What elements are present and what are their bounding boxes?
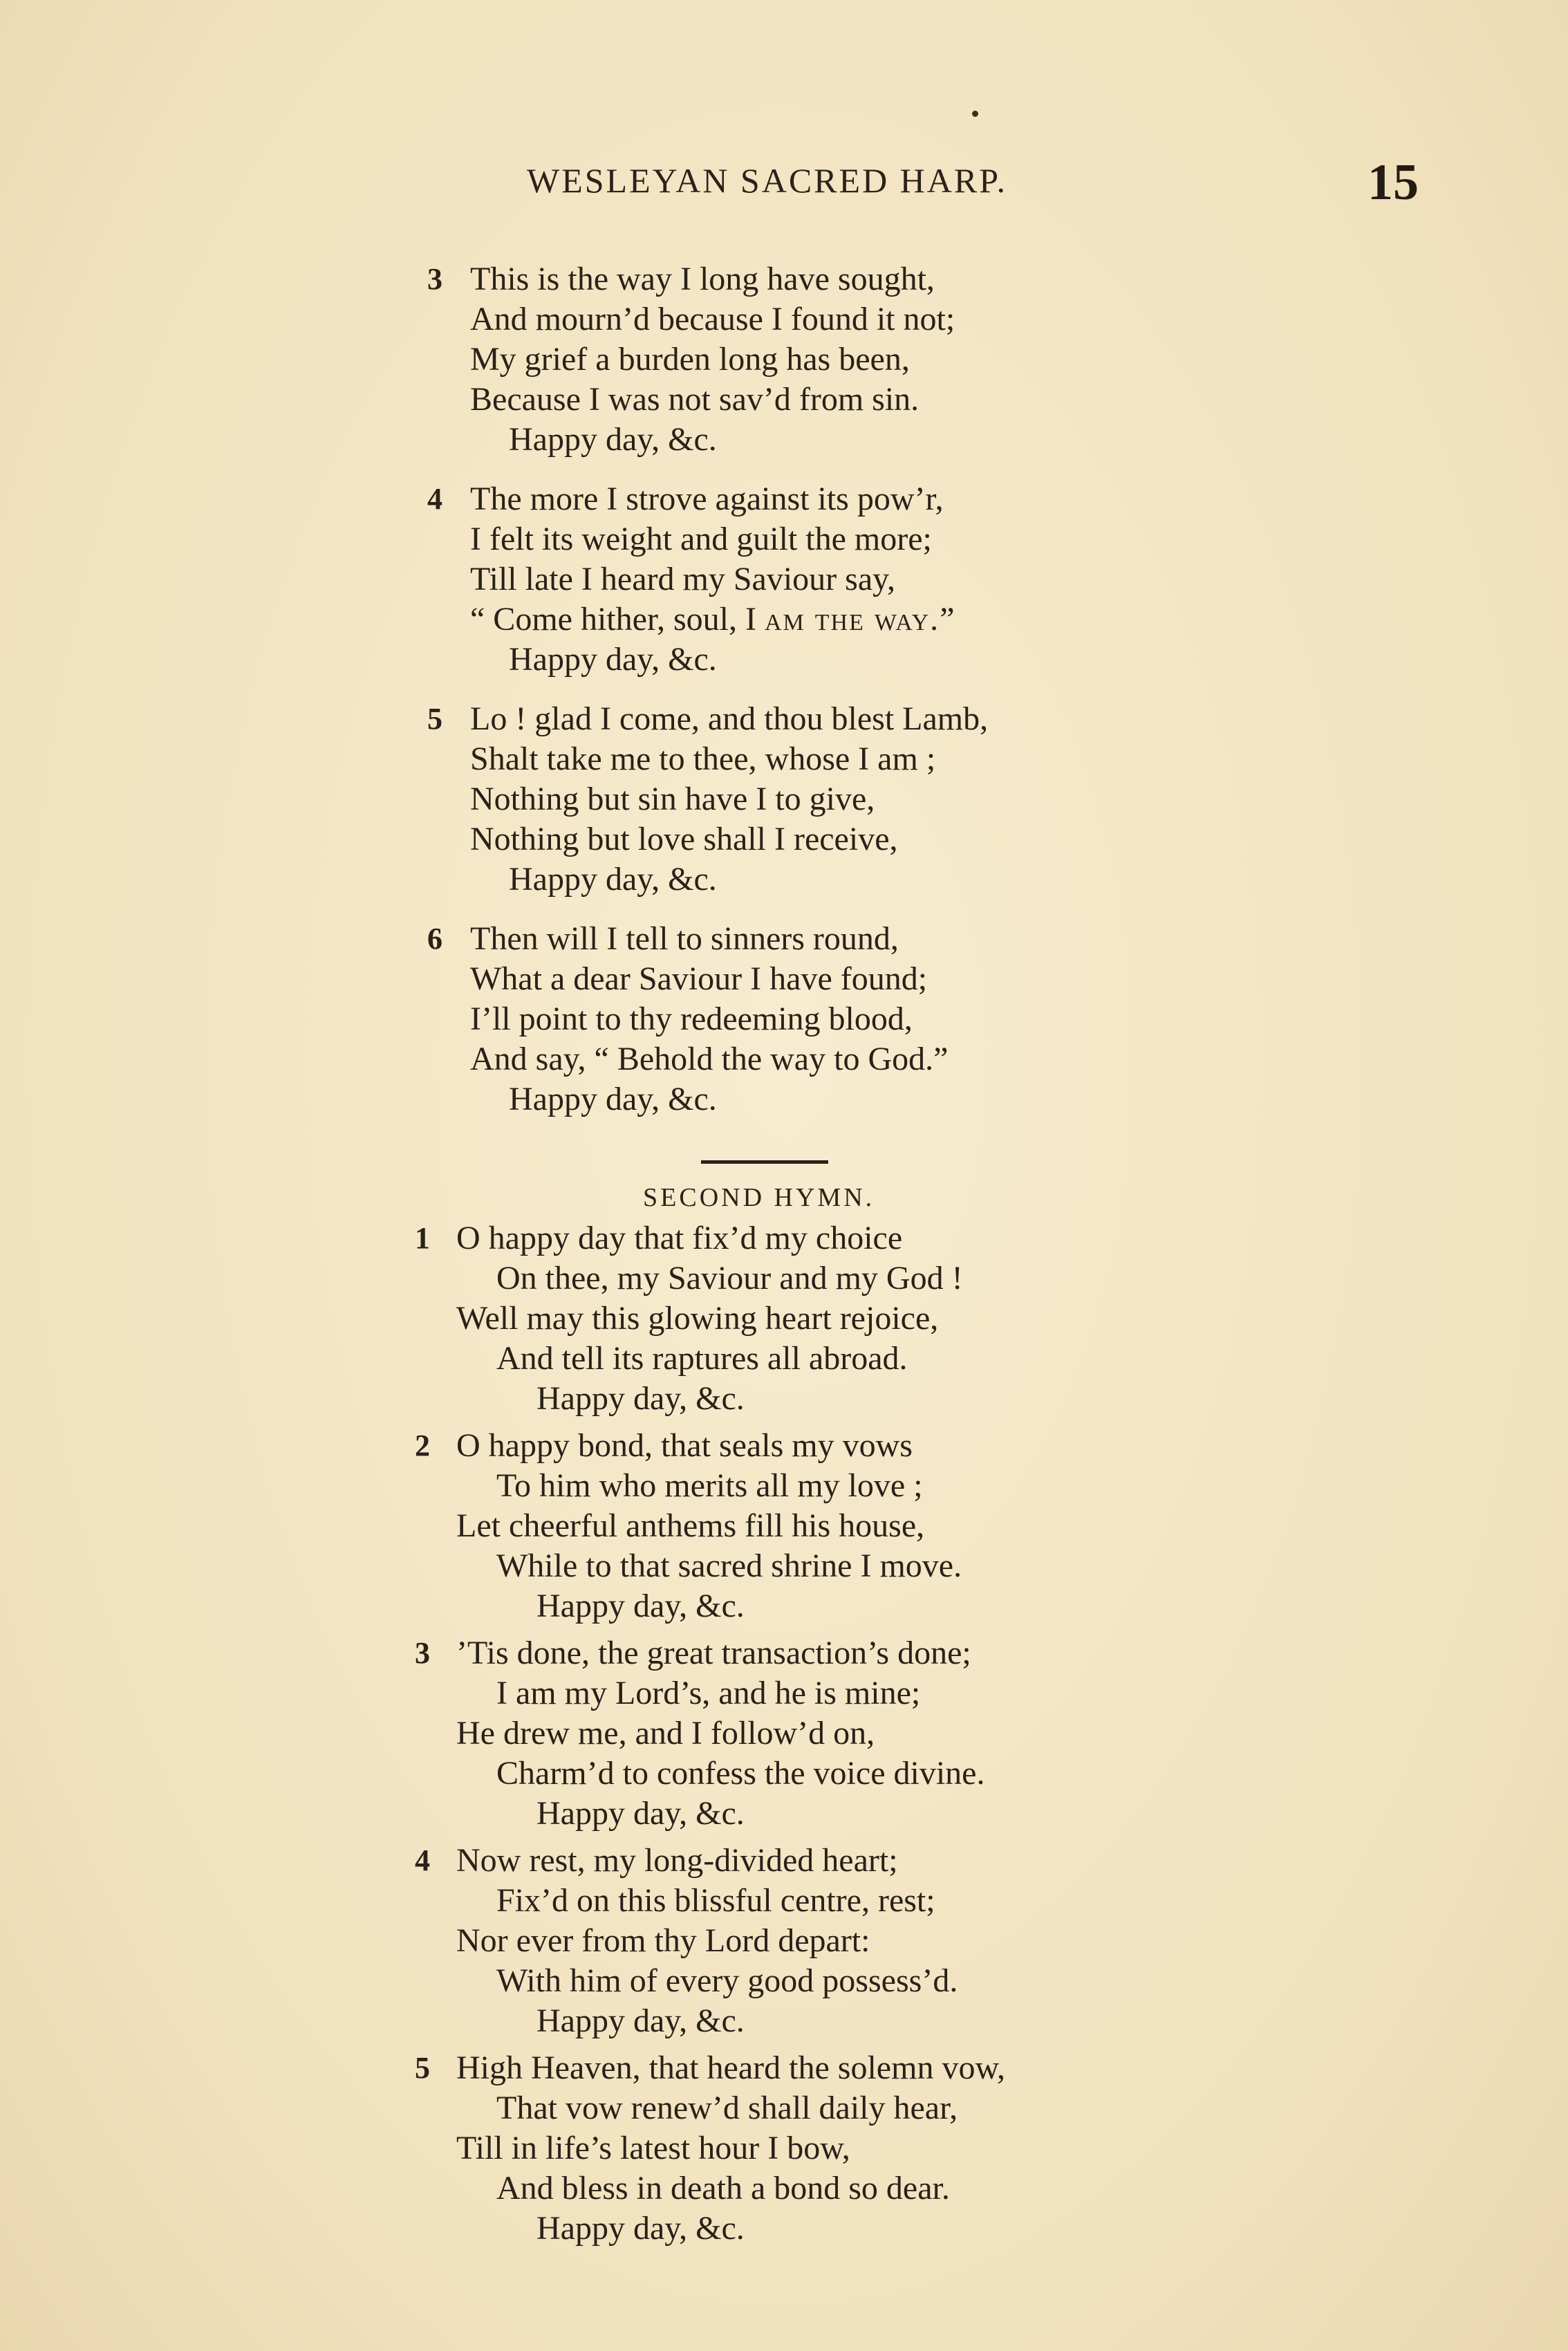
- page-number: 15: [1368, 154, 1419, 211]
- verse-line: Nothing but sin have I to give,: [470, 781, 875, 817]
- verse-line: Lo ! glad I come, and thou blest Lamb,: [470, 700, 989, 737]
- stanza-number: 6: [427, 922, 442, 956]
- chorus-line: Happy day, &c.: [509, 421, 717, 458]
- stanza-number: 4: [427, 482, 442, 516]
- stanza-4: [0, 479, 1568, 680]
- second-hymn: [0, 1218, 1568, 2249]
- verse-line: Then will I tell to sinners round,: [470, 920, 899, 957]
- stanza-6: [0, 919, 1568, 1119]
- stanza-number: 3: [427, 262, 442, 296]
- verse-line: Now rest, my long-divided heart;: [456, 1842, 898, 1879]
- verse-line: The more I strove against its pow’r,: [470, 481, 944, 517]
- verse-line: High Heaven, that heard the solemn vow,: [456, 2050, 1005, 2086]
- stanza-3: [0, 1633, 1568, 1834]
- stanza-4: [0, 1841, 1568, 2041]
- verse-line: Well may this glowing heart rejoice,: [456, 1300, 939, 1337]
- stanza-3: [0, 259, 1568, 460]
- verse-line: This is the way I long have sought,: [470, 261, 935, 297]
- verse-line: To him who merits all my love ;: [496, 1467, 923, 1504]
- ink-speck: [972, 111, 978, 117]
- verse-line: That vow renew’d shall daily hear,: [496, 2090, 958, 2126]
- first-hymn: [0, 259, 1568, 1139]
- chorus-line: Happy day, &c.: [536, 2210, 745, 2247]
- verse-line: And tell its raptures all abroad.: [496, 1340, 908, 1377]
- verse-line: I am my Lord’s, and he is mine;: [496, 1675, 921, 1711]
- second-hymn-title: SECOND HYMN.: [643, 1183, 875, 1212]
- verse-line: ’Tis done, the great transaction’s done;: [456, 1635, 971, 1671]
- verse-line-emphasis: [470, 600, 955, 640]
- verse-line: Charm’d to confess the voice divine.: [496, 1755, 985, 1792]
- running-title: WESLEYAN SACRED HARP.: [527, 161, 1008, 200]
- verse-line: Nor ever from thy Lord depart:: [456, 1922, 870, 1959]
- verse-line: Fix’d on this blissful centre, rest;: [496, 1882, 935, 1919]
- verse-line: And bless in death a bond so dear.: [496, 2170, 950, 2206]
- verse-line-start: “ Come hither, soul, I: [470, 601, 765, 638]
- verse-line: What a dear Saviour I have found;: [470, 960, 928, 997]
- chorus-line: Happy day, &c.: [536, 1588, 745, 1624]
- stanza-number: 3: [415, 1636, 430, 1670]
- verse-line: On thee, my Saviour and my God !: [496, 1260, 963, 1297]
- stanza-number: 5: [415, 2051, 430, 2085]
- stanza-number: 4: [415, 1843, 430, 1877]
- stanza-1: [0, 1218, 1568, 1419]
- stanza-5: [0, 2048, 1568, 2249]
- stanza-number: 1: [415, 1221, 430, 1255]
- verse-line: Let cheerful anthems fill his house,: [456, 1507, 925, 1544]
- page-header: [0, 154, 1568, 216]
- chorus-line: Happy day, &c.: [509, 641, 717, 678]
- chorus-line: Happy day, &c.: [536, 1380, 745, 1417]
- verse-line: And say, “ Behold the way to God.”: [470, 1041, 949, 1077]
- chorus-line: Happy day, &c.: [509, 861, 717, 898]
- verse-line: O happy day that fix’d my choice: [456, 1220, 903, 1256]
- stanza-5: [0, 699, 1568, 900]
- verse-line: Because I was not sav’d from sin.: [470, 381, 920, 418]
- verse-line: I felt its weight and guilt the more;: [470, 521, 932, 557]
- chorus-line: Happy day, &c.: [509, 1081, 717, 1117]
- verse-line: Till in life’s latest hour I bow,: [456, 2130, 850, 2166]
- verse-line: He drew me, and I follow’d on,: [456, 1715, 875, 1751]
- chorus-line: Happy day, &c.: [536, 1795, 745, 1832]
- chorus-line: Happy day, &c.: [536, 2002, 745, 2039]
- closing-quote: ”: [940, 601, 955, 638]
- verse-line: Shalt take me to thee, whose I am ;: [470, 741, 936, 777]
- verse-line: With him of every good possess’d.: [496, 1962, 958, 1999]
- verse-line: My grief a burden long has been,: [470, 341, 910, 378]
- stanza-number: 5: [427, 702, 442, 736]
- stanza-number: 2: [415, 1429, 430, 1462]
- verse-line: I’ll point to thy redeeming blood,: [470, 1001, 913, 1037]
- verse-line: O happy bond, that seals my vows: [456, 1427, 913, 1464]
- verse-line: Nothing but love shall I receive,: [470, 821, 898, 857]
- emphasis-text: am the way.: [765, 601, 940, 638]
- verse-line: While to that sacred shrine I move.: [496, 1548, 962, 1584]
- section-divider: [701, 1160, 828, 1164]
- verse-line: Till late I heard my Saviour say,: [470, 561, 896, 597]
- verse-line: And mourn’d because I found it not;: [470, 301, 955, 337]
- stanza-2: [0, 1426, 1568, 1626]
